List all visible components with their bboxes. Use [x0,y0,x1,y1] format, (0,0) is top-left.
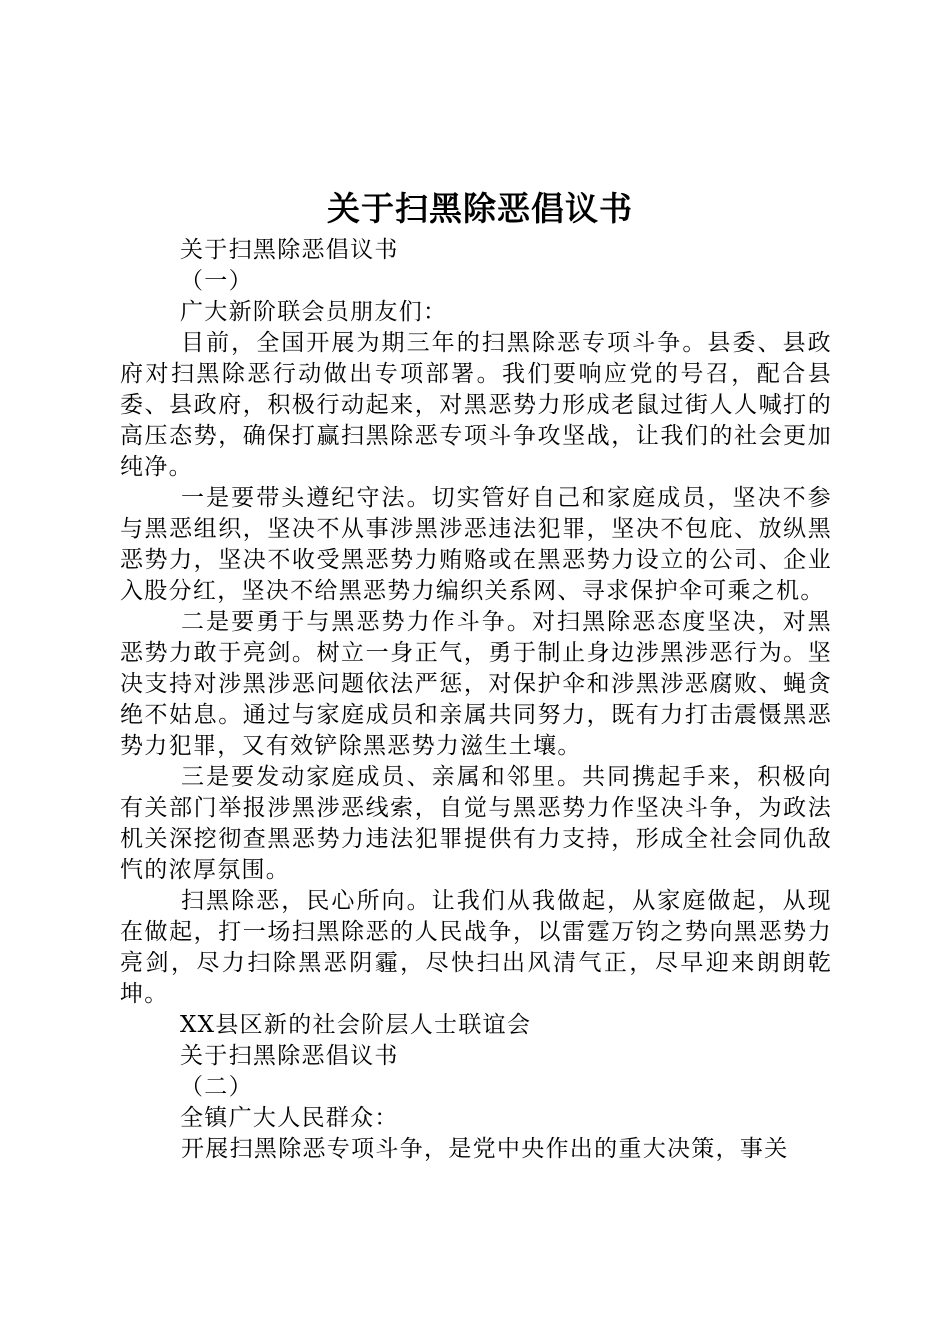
signature-line: XX县区新的社会阶层人士联谊会 [180,1012,532,1038]
body-paragraph: 三是要发动家庭成员、亲属和邻里。共同携起手来，积极向有关部门举报涉黑涉恶线索，自觉与黑恶势力作坚决斗争，为政法机关深挖彻查黑恶势力违法犯罪提供有力支持，形成全社会同仇敌忾的浓厚氛围。 [120,764,832,883]
section-number: （一） [180,268,253,294]
salutation: 广大新阶联会员朋友们： [180,299,448,325]
body-paragraph: 目前，全国开展为期三年的扫黑除恶专项斗争。县委、县政府对扫黑除恶行动做出专项部署。我们要响应党的号召，配合县委、县政府，积极行动起来，对黑恶势力形成老鼠过街人人喊打的高压态势，确保打赢扫黑除恶专项斗争攻坚战，让我们的社会更加纯净。 [120,330,832,480]
document-page [120,185,832,1165]
body-paragraph: 一是要带头遵纪守法。切实管好自己和家庭成员，坚决不参与黑恶组织，坚决不从事涉黑涉恶违法犯罪，坚决不包庇、放纵黑恶势力，坚决不收受黑恶势力贿赂或在黑恶势力设立的公司、企业入股分红，坚决不给黑恶势力编织关系网、寻求保护伞可乘之机。 [120,485,832,604]
body-paragraph: 二是要勇于与黑恶势力作斗争。对扫黑除恶态度坚决，对黑恶势力敢于亮剑。树立一身正气，勇于制止身边涉黑涉恶行为。坚决支持对涉黑涉恶问题依法严惩，对保护伞和涉黑涉恶腐败、蝇贪绝不姑息。通过与家庭成员和亲属共同努力，既有力打击震慑黑恶势力犯罪，又有效铲除黑恶势力滋生土壤。 [120,609,832,759]
document-title: 关于扫黑除恶倡议书 [327,189,633,228]
section-number: （二） [180,1074,253,1100]
subtitle-line: 关于扫黑除恶倡议书 [180,237,399,263]
salutation: 全镇广大人民群众： [180,1105,399,1131]
subtitle-line: 关于扫黑除恶倡议书 [180,1043,399,1069]
body-paragraph: 扫黑除恶，民心所向。让我们从我做起，从家庭做起，从现在做起，打一场扫黑除恶的人民战争，以雷霆万钧之势向黑恶势力亮剑，尽力扫除黑恶阴霾，尽快扫出风清气正，尽早迎来朗朗乾坤。 [120,888,832,1007]
body-paragraph: 开展扫黑除恶专项斗争，是党中央作出的重大决策，事关 [181,1136,789,1162]
